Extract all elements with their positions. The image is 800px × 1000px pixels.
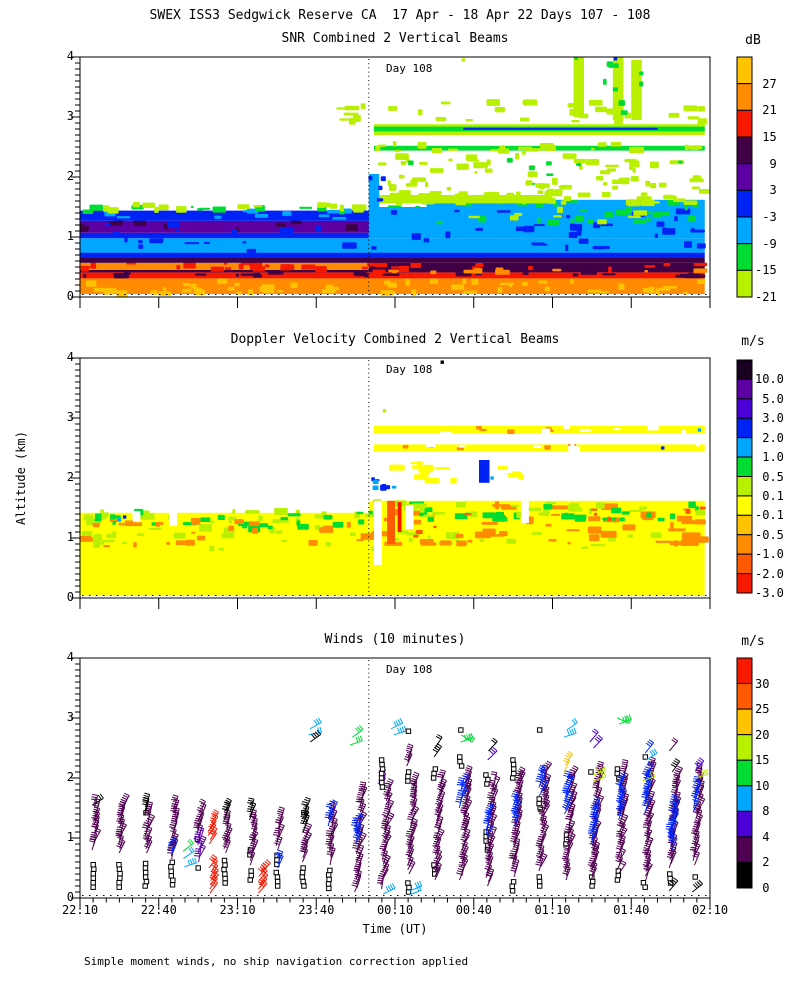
- colorbar-tick-label: -2.0: [755, 566, 784, 581]
- y-tick-label: 4: [66, 49, 74, 63]
- colorbar-tick-label: -9: [755, 236, 777, 251]
- colorbar-tick-label: 15: [755, 753, 770, 768]
- y-tick-label: 0: [66, 590, 74, 604]
- colorbar-tick-label: 0.5: [755, 469, 784, 484]
- y-tick-label: 3: [66, 109, 74, 123]
- y-tick-label: 1: [66, 229, 74, 243]
- panel-winds-title: Winds (10 minutes): [324, 632, 466, 647]
- colorbar-tick-label: 8: [755, 804, 770, 819]
- y-tick-label: 0: [66, 289, 74, 303]
- colorbar-tick-label: -3: [755, 210, 777, 224]
- colorbar-unit-ms-2: m/s: [741, 634, 765, 649]
- day-annotation-1: Day 108: [386, 62, 433, 75]
- colorbar-unit-db: dB: [745, 33, 761, 48]
- colorbar-tick-label: 30: [755, 676, 770, 691]
- x-tick-label: 01:10: [534, 903, 571, 917]
- panel-snr-title: SNR Combined 2 Vertical Beams: [281, 31, 509, 46]
- y-tick-label: 1: [66, 830, 74, 844]
- colorbar-tick-label: 4: [755, 829, 770, 844]
- y-tick-label: 2: [66, 770, 74, 784]
- colorbar-tick-label: -1.0: [755, 547, 784, 562]
- y-tick-label: 3: [66, 410, 74, 424]
- colorbar-tick-label: 5.0: [755, 391, 784, 406]
- y-tick-label: 4: [66, 350, 74, 364]
- colorbar-tick-label: 0: [755, 881, 770, 895]
- y-tick-label: 2: [66, 470, 74, 484]
- figure-title: SWEX ISS3 Sedgwick Reserve CA 17 Apr - 18 Apr 22 Days 107 - 108: [149, 8, 651, 23]
- x-tick-label: 00:10: [376, 903, 414, 917]
- colorbar-tick-label: 2: [755, 855, 770, 870]
- x-tick-label: 23:10: [219, 903, 256, 917]
- colorbar-tick-label: -0.5: [755, 527, 784, 542]
- colorbar-tick-label: 3.0: [755, 411, 784, 426]
- colorbar-tick-label: -15: [755, 263, 777, 278]
- colorbar-unit-ms-1: m/s: [741, 334, 765, 349]
- colorbar-tick-label: 15: [755, 130, 777, 144]
- x-tick-label: 22:10: [61, 903, 99, 917]
- colorbar-tick-label: 25: [755, 702, 770, 717]
- colorbar-tick-label: 9: [755, 156, 777, 171]
- y-tick-label: 3: [66, 710, 74, 724]
- panel-doppler-title: Doppler Velocity Combined 2 Vertical Beams: [230, 332, 560, 347]
- colorbar-tick-label: 3: [755, 183, 777, 198]
- y-tick-label: 0: [66, 890, 74, 904]
- colorbar-tick-label: -3.0: [755, 586, 784, 600]
- colorbar-tick-label: 2.0: [755, 430, 784, 445]
- colorbar-tick-label: 10.0: [755, 372, 784, 387]
- colorbar-tick-label: 1.0: [755, 450, 784, 465]
- colorbar-tick-label: 0.1: [755, 488, 784, 503]
- y-tick-label: 2: [66, 169, 74, 183]
- footer-note: Simple moment winds, no ship navigation correction applied: [84, 955, 469, 968]
- colorbar-tick-label: -0.1: [755, 508, 784, 523]
- x-tick-label: 02:10: [691, 903, 729, 917]
- y-tick-label: 4: [66, 650, 74, 664]
- day-annotation-3: Day 108: [386, 663, 433, 676]
- x-tick-label: 00:40: [455, 903, 492, 917]
- x-tick-label: 22:40: [140, 903, 177, 917]
- x-axis-label: Time (UT): [362, 922, 428, 936]
- colorbar-tick-label: 10: [755, 778, 770, 793]
- x-tick-label: 01:40: [613, 903, 650, 917]
- colorbar-tick-label: -21: [755, 290, 777, 304]
- day-annotation-2: Day 108: [386, 363, 433, 376]
- colorbar-tick-label: 21: [755, 103, 777, 118]
- x-tick-label: 23:40: [298, 903, 335, 917]
- colorbar-tick-label: 27: [755, 76, 777, 91]
- y-tick-label: 1: [66, 530, 74, 544]
- colorbar-tick-label: 20: [755, 727, 770, 742]
- y-axis-label: Altitude (km): [14, 431, 28, 525]
